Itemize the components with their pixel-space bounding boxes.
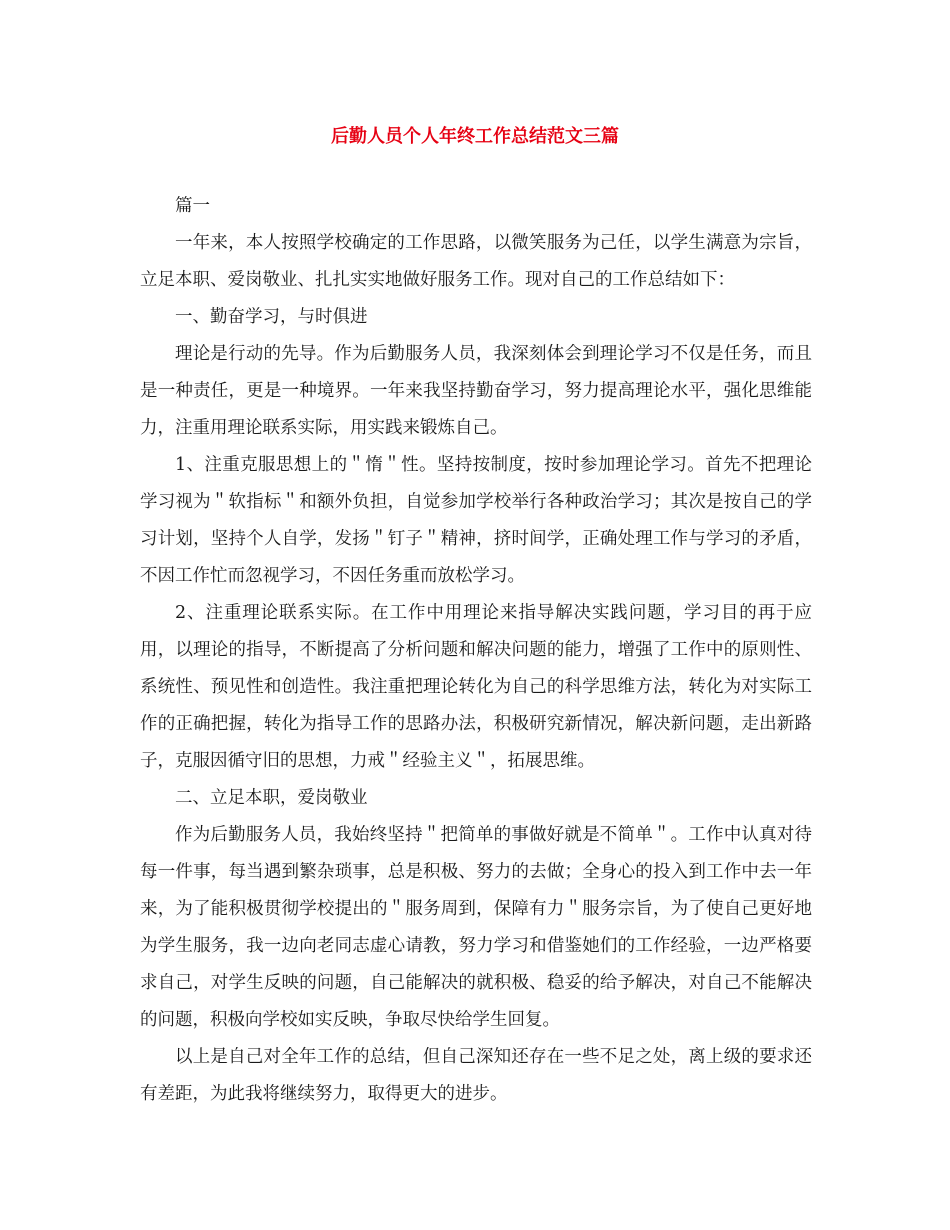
paragraph: 以上是自己对全年工作的总结，但自己深知还存在一些不足之处，离上级的要求还有差距，为此我将继续努力，取得更大的进步。 [140, 1047, 812, 1104]
section-heading: 篇一 [175, 196, 210, 216]
section-heading: 二、立足本职，爱岗敬业 [175, 788, 368, 808]
section-heading: 一、勤奋学习，与时俱进 [175, 307, 368, 327]
paragraph: 2、注重理论联系实际。在工作中用理论来指导解决实践问题，学习目的再于应用，以理论的指导，不断提高了分析问题和解决问题的能力，增强了工作中的原则性、系统性、预见性和创造性。我注重把理论转化为自己的科学思维方法，转化为对实际工作的正确把握，转化为指导工作的思路办法，积极研究新情况，解决新问题，走出新路子，克服因循守旧的思想，力戒＂经验主义＂，拓展思维。 [140, 603, 812, 771]
paragraph: 理论是行动的先导。作为后勤服务人员，我深刻体会到理论学习不仅是任务，而且是一种责任，更是一种境界。一年来我坚持勤奋学习，努力提高理论水平，强化思维能力，注重用理论联系实际，用实践来锻炼自己。 [140, 344, 812, 438]
document-body [140, 188, 812, 1113]
paragraph: 作为后勤服务人员，我始终坚持＂把简单的事做好就是不简单＂。工作中认真对待每一件事，每当遇到繁杂琐事，总是积极、努力的去做；全身心的投入到工作中去一年来，为了能积极贯彻学校提出的＂服务周到，保障有力＂服务宗旨，为了使自己更好地为学生服务，我一边向老同志虚心请教，努力学习和借鉴她们的工作经验，一边严格要求自己，对学生反映的问题，自己能解决的就积极、稳妥的给予解决，对自己不能解决的问题，积极向学校如实反映，争取尽快给学生回复。 [140, 825, 812, 1030]
paragraph: 1、注重克服思想上的＂惰＂性。坚持按制度，按时参加理论学习。首先不把理论学习视为＂软指标＂和额外负担，自觉参加学校举行各种政治学习；其次是按自己的学习计划，坚持个人自学，发扬＂钉子＂精神，挤时间学，正确处理工作与学习的矛盾，不因工作忙而忽视学习，不因任务重而放松学习。 [140, 455, 812, 586]
paragraph: 一年来，本人按照学校确定的工作思路，以微笑服务为己任，以学生满意为宗旨，立足本职、爱岗敬业、扎扎实实地做好服务工作。现对自己的工作总结如下： [140, 233, 812, 290]
document-title: 后勤人员个人年终工作总结范文三篇 [331, 126, 619, 147]
